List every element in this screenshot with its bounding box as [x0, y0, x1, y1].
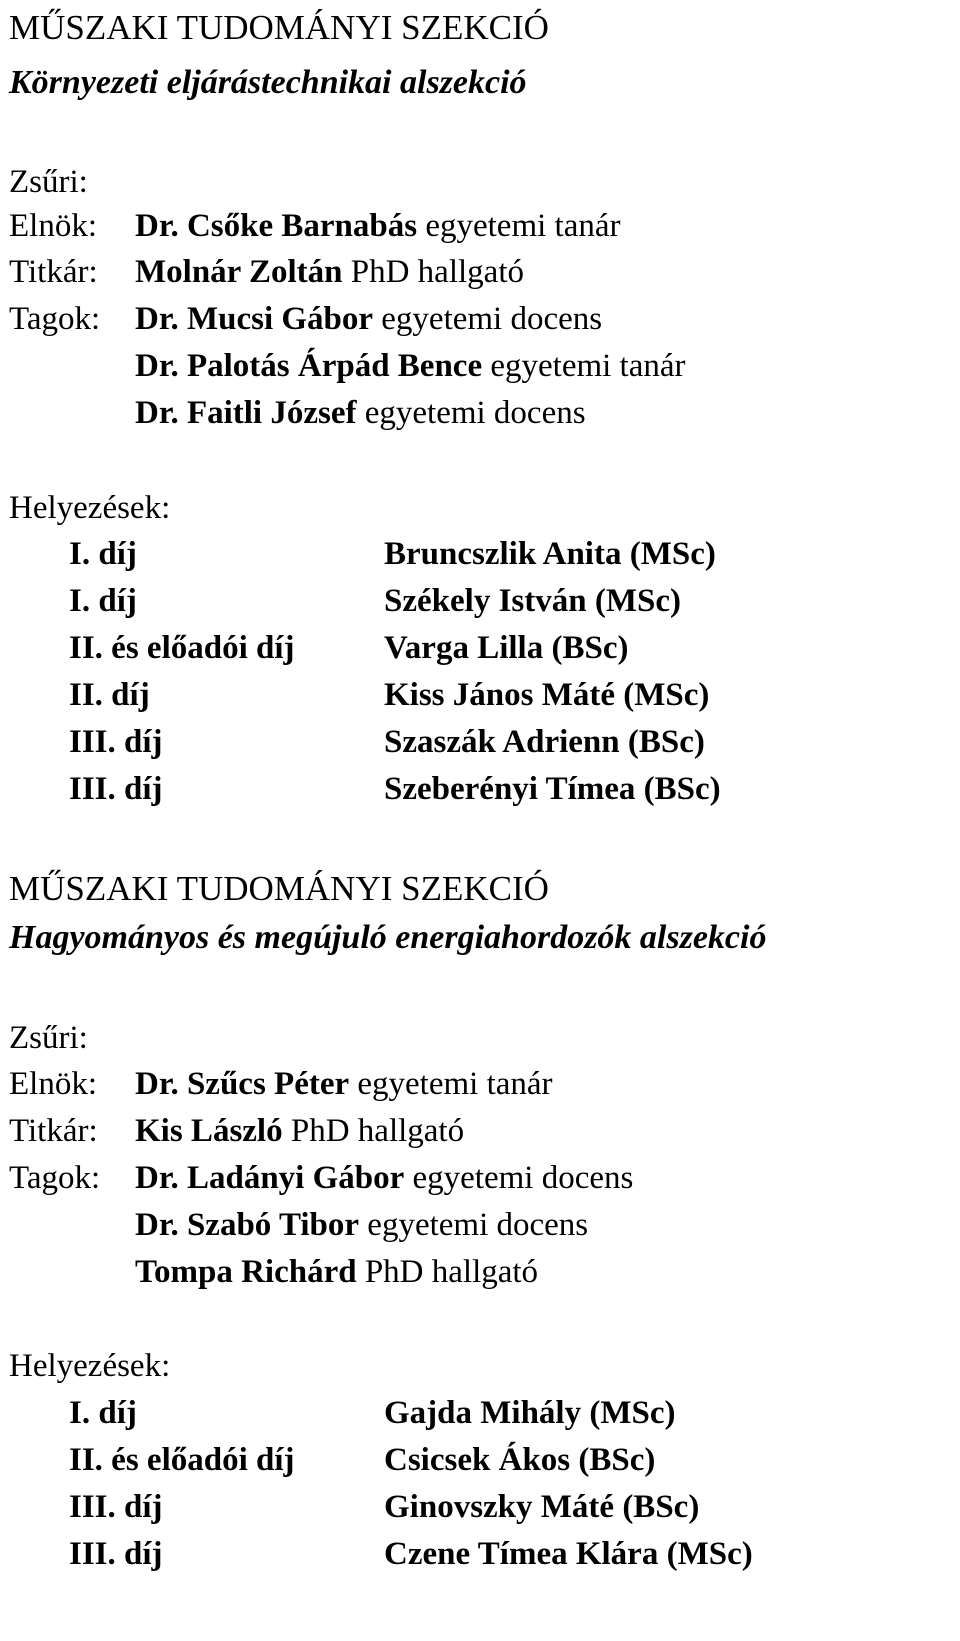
member-name: Tompa Richárd [135, 1254, 357, 1290]
member-name: Dr. Mucsi Gábor [135, 301, 374, 337]
chair-role: egyetemi tanár [357, 1066, 553, 1102]
secretary-name: Kis László [135, 1113, 283, 1149]
section-title: MŰSZAKI TUDOMÁNYI SZEKCIÓ [9, 869, 549, 908]
placement-prize: II. díj [69, 677, 150, 713]
member-name: Dr. Szabó Tibor [135, 1207, 360, 1243]
placements-label: Helyezések: [9, 1348, 171, 1384]
jury-secretary-row [9, 256, 524, 289]
secretary-label: Titkár: [9, 254, 98, 290]
member-role: PhD hallgató [364, 1254, 539, 1290]
placement-winner: Czene Tímea Klára (MSc) [384, 1536, 753, 1572]
members-label: Tagok: [9, 1160, 101, 1196]
chair-name: Dr. Szűcs Péter [135, 1066, 350, 1102]
jury-member-row [9, 303, 602, 336]
jury-label: Zsűri: [9, 164, 88, 200]
jury-label: Zsűri: [9, 1020, 88, 1056]
member-role: egyetemi tanár [490, 348, 686, 384]
placement-prize: II. és előadói díj [69, 630, 295, 666]
jury-member-row [9, 350, 686, 383]
placement-winner: Szeberényi Tímea (BSc) [384, 771, 721, 807]
jury-member-row [9, 1256, 538, 1289]
placement-prize: III. díj [69, 771, 163, 807]
jury-secretary-row [9, 1115, 464, 1148]
placement-winner: Gajda Mihály (MSc) [384, 1395, 676, 1431]
chair-name: Dr. Csőke Barnabás [135, 208, 418, 244]
placement-prize: III. díj [69, 1489, 163, 1525]
placement-prize: III. díj [69, 724, 163, 760]
secretary-name: Molnár Zoltán [135, 254, 343, 290]
section-subtitle: Hagyományos és megújuló energiahordozók alszekció [9, 919, 767, 956]
jury-chair-row [9, 1068, 553, 1101]
chair-role: egyetemi tanár [425, 208, 621, 244]
jury-chair-row [9, 210, 621, 243]
section-subtitle: Környezeti eljárástechnikai alszekció [9, 64, 527, 101]
section-title: MŰSZAKI TUDOMÁNYI SZEKCIÓ [9, 8, 549, 47]
member-role: egyetemi docens [381, 301, 603, 337]
placement-prize: I. díj [69, 536, 137, 572]
member-name: Dr. Ladányi Gábor [135, 1160, 405, 1196]
member-name: Dr. Palotás Árpád Bence [135, 348, 483, 384]
secretary-role: PhD hallgató [290, 1113, 465, 1149]
placement-winner: Bruncszlik Anita (MSc) [384, 536, 716, 572]
placement-winner: Székely István (MSc) [384, 583, 681, 619]
placement-prize: II. és előadói díj [69, 1442, 295, 1478]
placement-prize: I. díj [69, 583, 137, 619]
jury-member-row [9, 1209, 588, 1242]
member-role: egyetemi docens [412, 1160, 634, 1196]
chair-label: Elnök: [9, 208, 97, 244]
placement-winner: Varga Lilla (BSc) [384, 630, 629, 666]
secretary-role: PhD hallgató [350, 254, 524, 290]
placements-label: Helyezések: [9, 490, 171, 526]
jury-member-row [9, 1162, 633, 1195]
placement-winner: Csicsek Ákos (BSc) [384, 1442, 656, 1478]
secretary-label: Titkár: [9, 1113, 98, 1149]
placement-winner: Kiss János Máté (MSc) [384, 677, 710, 713]
member-name: Dr. Faitli József [135, 395, 357, 431]
chair-label: Elnök: [9, 1066, 97, 1102]
member-role: egyetemi docens [367, 1207, 589, 1243]
jury-member-row [9, 397, 586, 430]
placement-prize: III. díj [69, 1536, 163, 1572]
members-label: Tagok: [9, 301, 101, 337]
placement-prize: I. díj [69, 1395, 137, 1431]
placement-winner: Szaszák Adrienn (BSc) [384, 724, 705, 760]
placement-winner: Ginovszky Máté (BSc) [384, 1489, 700, 1525]
member-role: egyetemi docens [364, 395, 586, 431]
